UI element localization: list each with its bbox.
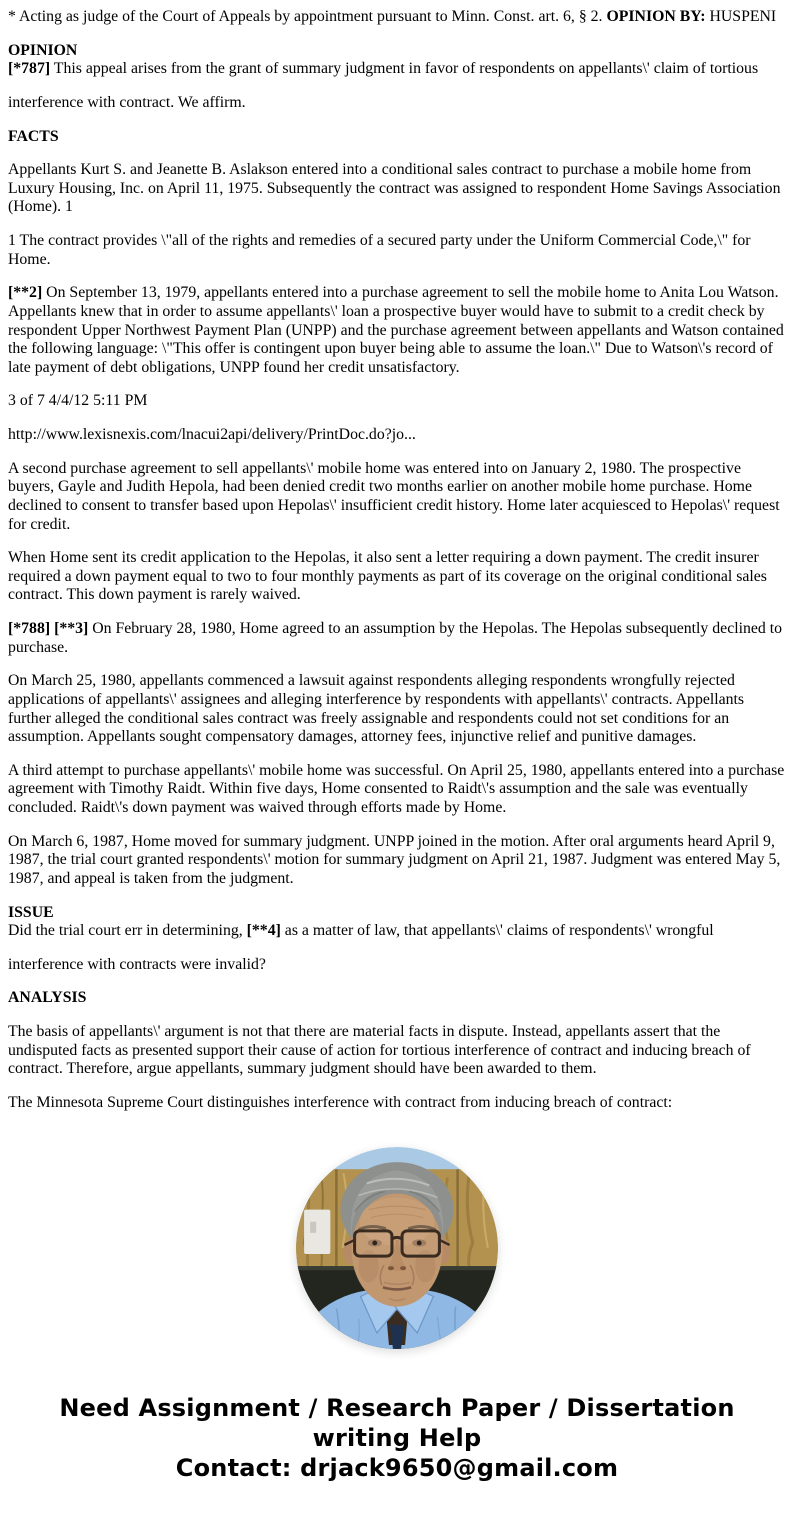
bold-text-run: ISSUE: [8, 903, 54, 921]
paragraph: [8, 1023, 786, 1079]
text-run: A third attempt to purchase appellants\' mobile home was successful. On April 25, 1980, appellants entered into a purchase agreement with Timothy Raidt. Within five days, Home consented to Raidt\'s assumption and the sale was eventually concluded. Raidt\'s down payment was waived through efforts made by Home.: [8, 761, 785, 816]
text-run: A second purchase agreement to sell appellants\' mobile home was entered into on January 2, 1980. The prospective buyers, Gayle and Judith Hepola, had been denied credit two months earlier on another mobile home purchase. Home declined to consent to transfer based upon Hepolas\' insufficient credit history. Home later acquiesced to Hepolas\' request for credit.: [8, 459, 780, 533]
paragraph: [8, 42, 786, 79]
text-run: On September 13, 1979, appellants entered into a purchase agreement to sell the mobile home to Anita Lou Watson. Appellants knew that in order to assume appellants\' loan a prospective buyer would have to submit to a credit check by respondent Upper Northwest Payment Plan (UNPP) and the purchase agreement between appellants and Watson contained the following language: \"This offer is contingent upon buyer being able to assume the loan.\" Due to Watson\'s record of late payment of debt obligations, UNPP found her credit unsatisfactory.: [8, 284, 784, 376]
paragraph: [8, 762, 786, 818]
text-run: interference with contracts were invalid?: [8, 955, 266, 973]
ad-line-2: writing Help: [312, 1423, 482, 1452]
paragraph: [8, 392, 786, 411]
page-content: [8, 8, 786, 1483]
ad-banner: [8, 1393, 786, 1484]
paragraph: [8, 161, 786, 217]
paragraph: [8, 8, 786, 27]
bold-text-run: [**4]: [246, 922, 281, 940]
paragraph: [8, 989, 786, 1008]
paragraph: [8, 460, 786, 535]
text-run: On February 28, 1980, Home agreed to an assumption by the Hepolas. The Hepolas subsequently declined to purchase.: [8, 620, 783, 656]
text-run: On March 6, 1987, Home moved for summary judgment. UNPP joined in the motion. After oral arguments heard April 9, 1987, the trial court granted respondents\' motion for summary judgment on April 21, 1987. Judgment was entered May 5, 1987, and appeal is taken from the judgment.: [8, 832, 781, 887]
paragraph: [8, 284, 786, 377]
paragraph: [8, 94, 786, 113]
text-run: Appellants Kurt S. and Jeanette B. Aslakson entered into a conditional sales contract to purchase a mobile home from Luxury Housing, Inc. on April 11, 1975. Subsequently the contract was assigned to respondent Home Savings Association (Home). 1: [8, 161, 781, 216]
bold-text-run: [**2]: [8, 284, 43, 302]
text-run: The basis of appellants\' argument is not that there are material facts in dispute. Instead, appellants assert that the undisputed facts as presented support their cause of action for tortious interference of contract and inducing breach of contract. Therefore, argue appellants, summary judgment should have been awarded to them.: [8, 1023, 751, 1078]
bold-text-run: FACTS: [8, 127, 59, 145]
paragraph: [8, 833, 786, 889]
profile-photo: [296, 1147, 498, 1349]
paragraph: [8, 549, 786, 605]
text-run: The Minnesota Supreme Court distinguishes interference with contract from inducing breach of contract:: [8, 1093, 673, 1111]
text-run: On March 25, 1980, appellants commenced a lawsuit against respondents alleging respondents wrongfully rejected applications of appellants\' assignees and alleging interference by respondents with appellants\' contracts. Appellants further alleged the conditional sales contract was freely assignable and respondents could not set conditions for an assumption. Appellants sought compensatory damages, attorney fees, injunctive relief and punitive damages.: [8, 672, 745, 746]
text-run: * Acting as judge of the Court of Appeals by appointment pursuant to Minn. Const. art. 6, § 2.: [8, 8, 607, 25]
document-body: [8, 8, 786, 1113]
paragraph: [8, 904, 786, 941]
paragraph: [8, 426, 786, 445]
text-run: http://www.lexisnexis.com/lnacui2api/delivery/PrintDoc.do?jo...: [8, 426, 416, 443]
ad-line-1: Need Assignment / Research Paper / Dissertation: [59, 1393, 735, 1422]
paragraph: [8, 232, 786, 269]
text-run: interference with contract. We affirm.: [8, 93, 246, 111]
text-run: When Home sent its credit application to the Hepolas, it also sent a letter requiring a down payment. The credit insurer required a down payment equal to two to four monthly payments as part of its coverage on the original conditional sales contract. This down payment is rarely waived.: [8, 549, 767, 604]
text-run: as a matter of law, that appellants\' claims of respondents\' wrongful: [280, 922, 714, 940]
bold-text-run: OPINION BY:: [606, 8, 706, 25]
paragraph: [8, 956, 786, 975]
bold-text-run: ANALYSIS: [8, 989, 87, 1007]
bold-text-run: [*787]: [8, 60, 51, 78]
text-run: Did the trial court err in determining,: [8, 922, 247, 940]
paragraph: [8, 672, 786, 747]
text-run: 3 of 7 4/4/12 5:11 PM: [8, 392, 148, 410]
bold-text-run: OPINION: [8, 41, 78, 59]
profile-photo-illustration: [296, 1147, 498, 1349]
paragraph: [8, 620, 786, 657]
paragraph: [8, 1094, 786, 1113]
text-run: 1 The contract provides \"all of the rights and remedies of a secured party under the Uniform Commercial Code,\" for Home.: [8, 232, 751, 268]
bold-text-run: [*788] [**3]: [8, 620, 89, 637]
paragraph: [8, 128, 786, 147]
text-run: HUSPENI: [705, 8, 777, 25]
ad-line-3: Contact: drjack9650@gmail.com: [175, 1453, 619, 1482]
text-run: This appeal arises from the grant of summary judgment in favor of respondents on appellants\' claim of tortious: [50, 60, 759, 78]
